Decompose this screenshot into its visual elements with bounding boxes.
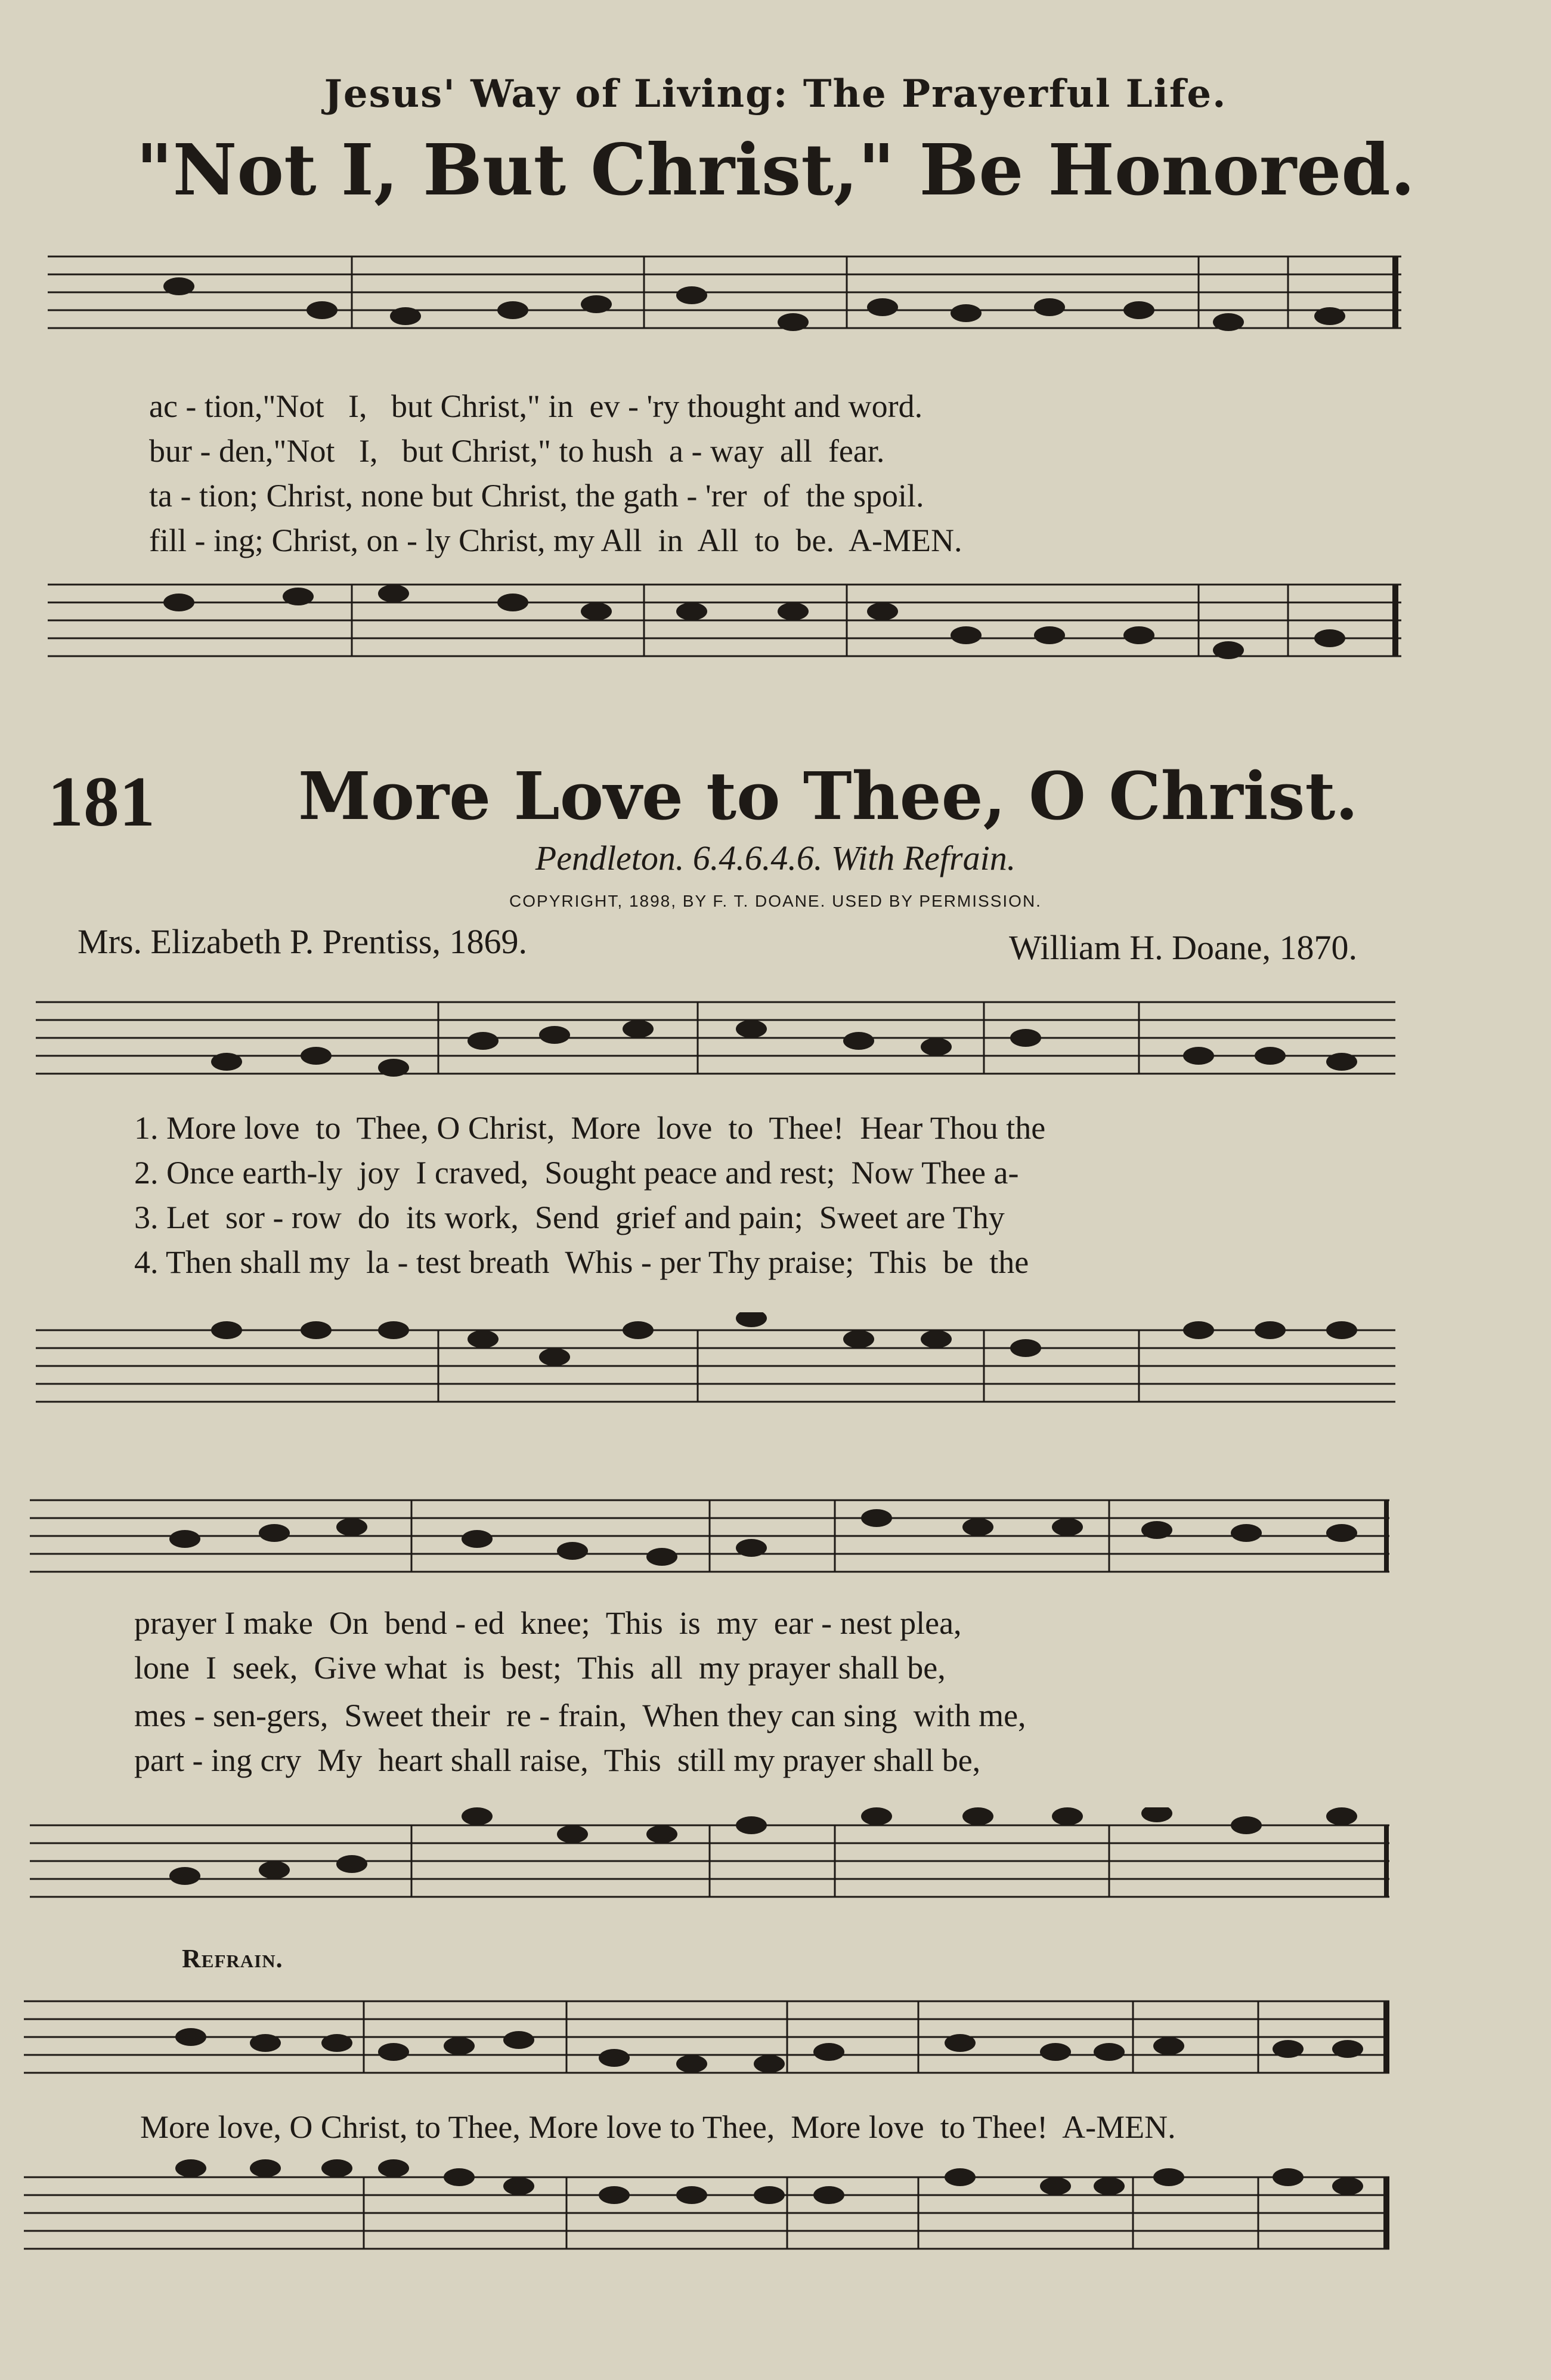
hymn-1-verse-3: ta - tion; Christ, none but Christ, the gath - 'rer of the spoil.	[149, 478, 924, 514]
hymn-1-title: "Not I, But Christ," Be Honored.	[136, 128, 1415, 211]
hymn-2-s2-verse-2: lone I seek, Give what is best; This all my prayer shall be,	[134, 1650, 946, 1686]
refrain-label: Refrain.	[182, 1944, 283, 1973]
hymn-2-system-1-treble-staff	[0, 984, 1551, 1115]
refrain-text: More love, O Christ, to Thee, More love to Thee, More love to Thee! A-MEN.	[140, 2109, 1176, 2145]
hymn-2-system-2-bass-staff	[0, 1807, 1551, 1939]
hymn-2-number: 181	[48, 762, 155, 841]
hymn-2-tune: Pendleton. 6.4.6.4.6. With Refrain.	[535, 839, 1016, 877]
hymn-1-bass-staff	[0, 567, 1551, 698]
hymn-1-verse-1: ac - tion,"Not I, but Christ," in ev - 'ry thought and word.	[149, 388, 923, 424]
hymn-2-author: Mrs. Elizabeth P. Prentiss, 1869.	[78, 922, 527, 961]
hymn-2-s2-verse-4: part - ing cry My heart shall raise, This still my prayer shall be,	[134, 1742, 981, 1778]
hymn-2-title: More Love to Thee, O Christ.	[298, 758, 1358, 834]
hymn-2-s1-verse-3: 3. Let sor - row do its work, Send grief and pain; Sweet are Thy	[134, 1200, 1005, 1235]
hymn-1-verse-4: fill - ing; Christ, on - ly Christ, my All in All to be. A-MEN.	[149, 523, 962, 558]
refrain-treble-staff	[0, 1983, 1551, 2115]
hymn-2-s1-verse-2: 2. Once earth-ly joy I craved, Sought peace and rest; Now Thee a-	[134, 1155, 1019, 1191]
section-heading: Jesus' Way of Living: The Prayerful Life.	[324, 72, 1227, 116]
hymn-2-composer: William H. Doane, 1870.	[1009, 928, 1357, 967]
hymn-2-system-1-bass-staff	[0, 1312, 1551, 1444]
hymn-2-s2-verse-1: prayer I make On bend - ed knee; This is my ear - nest plea,	[134, 1605, 962, 1641]
hymn-2-system-2-treble-staff	[0, 1482, 1551, 1614]
hymn-2-s2-verse-3: mes - sen-gers, Sweet their re - frain, When they can sing with me,	[134, 1698, 1026, 1733]
hymn-2-s1-verse-4: 4. Then shall my la - test breath Whis - per Thy praise; This be the	[134, 1244, 1029, 1280]
hymn-2-copyright: COPYRIGHT, 1898, BY F. T. DOANE. USED BY PERMISSION.	[509, 892, 1042, 910]
refrain-bass-staff	[0, 2159, 1551, 2291]
hymn-1-verse-2: bur - den,"Not I, but Christ," to hush a - way all fear.	[149, 433, 885, 469]
hymn-2-s1-verse-1: 1. More love to Thee, O Christ, More love to Thee! Hear Thou the	[134, 1110, 1046, 1146]
hymn-1-treble-staff	[0, 239, 1551, 382]
